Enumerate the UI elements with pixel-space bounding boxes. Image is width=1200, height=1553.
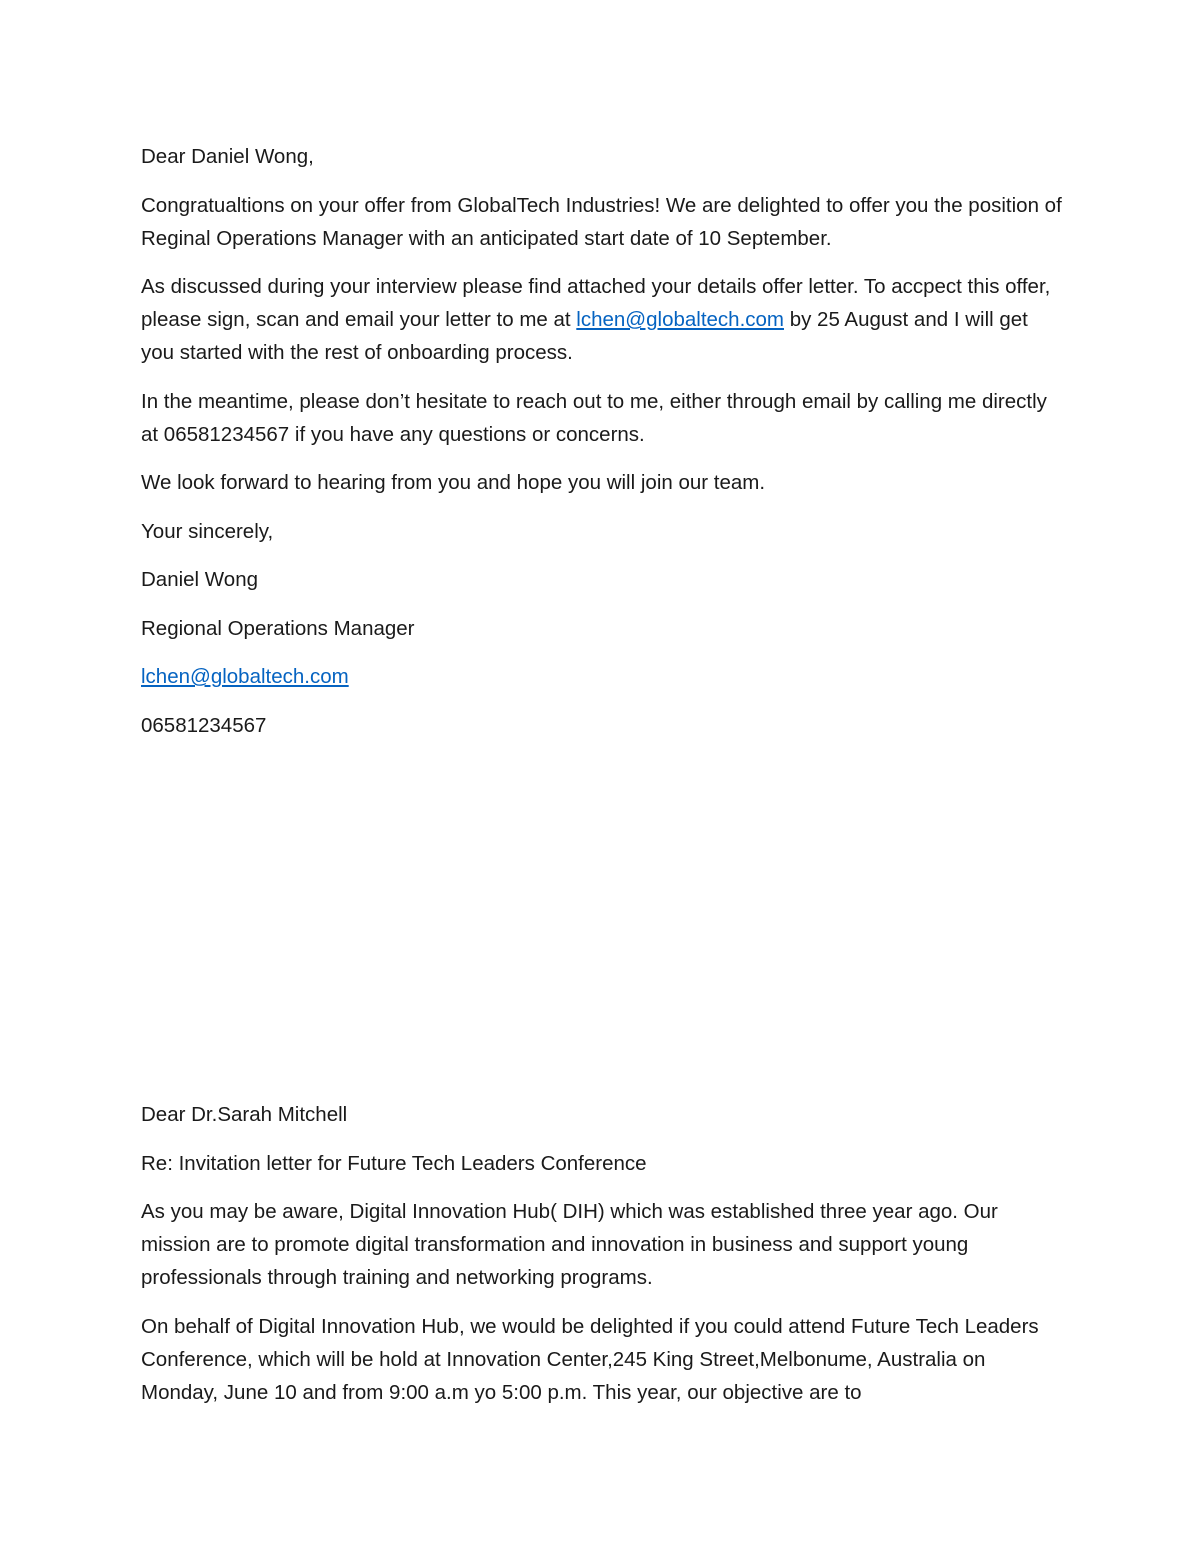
letter1-paragraph-1: Congratualtions on your offer from GlobalTech Industries! We are delighted to offer you the position of Reginal Operations Manager with an anticipated start date of 10 September. — [141, 193, 1062, 250]
letter2-paragraph-2: On behalf of Digital Innovation Hub, we would be delighted if you could attend Future Tech Leaders Conference, which will be hold at Innovation Center,245 King Street,Melbonume, Australia on Monday, June 10 and from 9:00 a.m yo 5:00 p.m. This year, our objective are to — [141, 1314, 1039, 1404]
offer-letter — [141, 140, 1066, 757]
letter1-closing: Your sincerely, — [141, 519, 274, 543]
letter1-paragraph-2 — [141, 270, 1066, 369]
letter2-subject: Re: Invitation letter for Future Tech Leaders Conference — [141, 1151, 647, 1175]
signer-phone: 06581234567 — [141, 713, 267, 737]
signer-email-paragraph — [141, 660, 1066, 693]
letter1-paragraph-3: In the meantime, please don’t hesitate to reach out to me, either through email by calling me directly at 06581234567 if you have any questions or concerns. — [141, 389, 1047, 446]
letter1-paragraph-2-before: As discussed during your interview please find attached your details offer letter. To accpect this offer, please sign, scan and email your letter to me at — [141, 275, 1051, 331]
invitation-letter — [141, 1098, 1066, 1424]
letter1-paragraph-4: We look forward to hearing from you and hope you will join our team. — [141, 471, 766, 494]
letter1-salutation: Dear Daniel Wong, — [141, 145, 314, 168]
letter2-salutation: Dear Dr.Sarah Mitchell — [141, 1103, 348, 1126]
signer-title: Regional Operations Manager — [141, 616, 415, 640]
inline-email-link[interactable]: lchen@globaltech.com — [576, 308, 784, 331]
letter1-paragraph-2-after: by 25 August and I will get you started with the rest of onboarding process. — [141, 308, 1028, 364]
letter2-paragraph-1: As you may be aware, Digital Innovation Hub( DIH) which was established three year ago. Our mission are to promote digital transformation and innovation in business and support young professionals through training and networking programs. — [141, 1200, 998, 1289]
signer-name: Daniel Wong — [141, 568, 258, 591]
signer-email-link[interactable]: lchen@globaltech.com — [141, 665, 349, 688]
